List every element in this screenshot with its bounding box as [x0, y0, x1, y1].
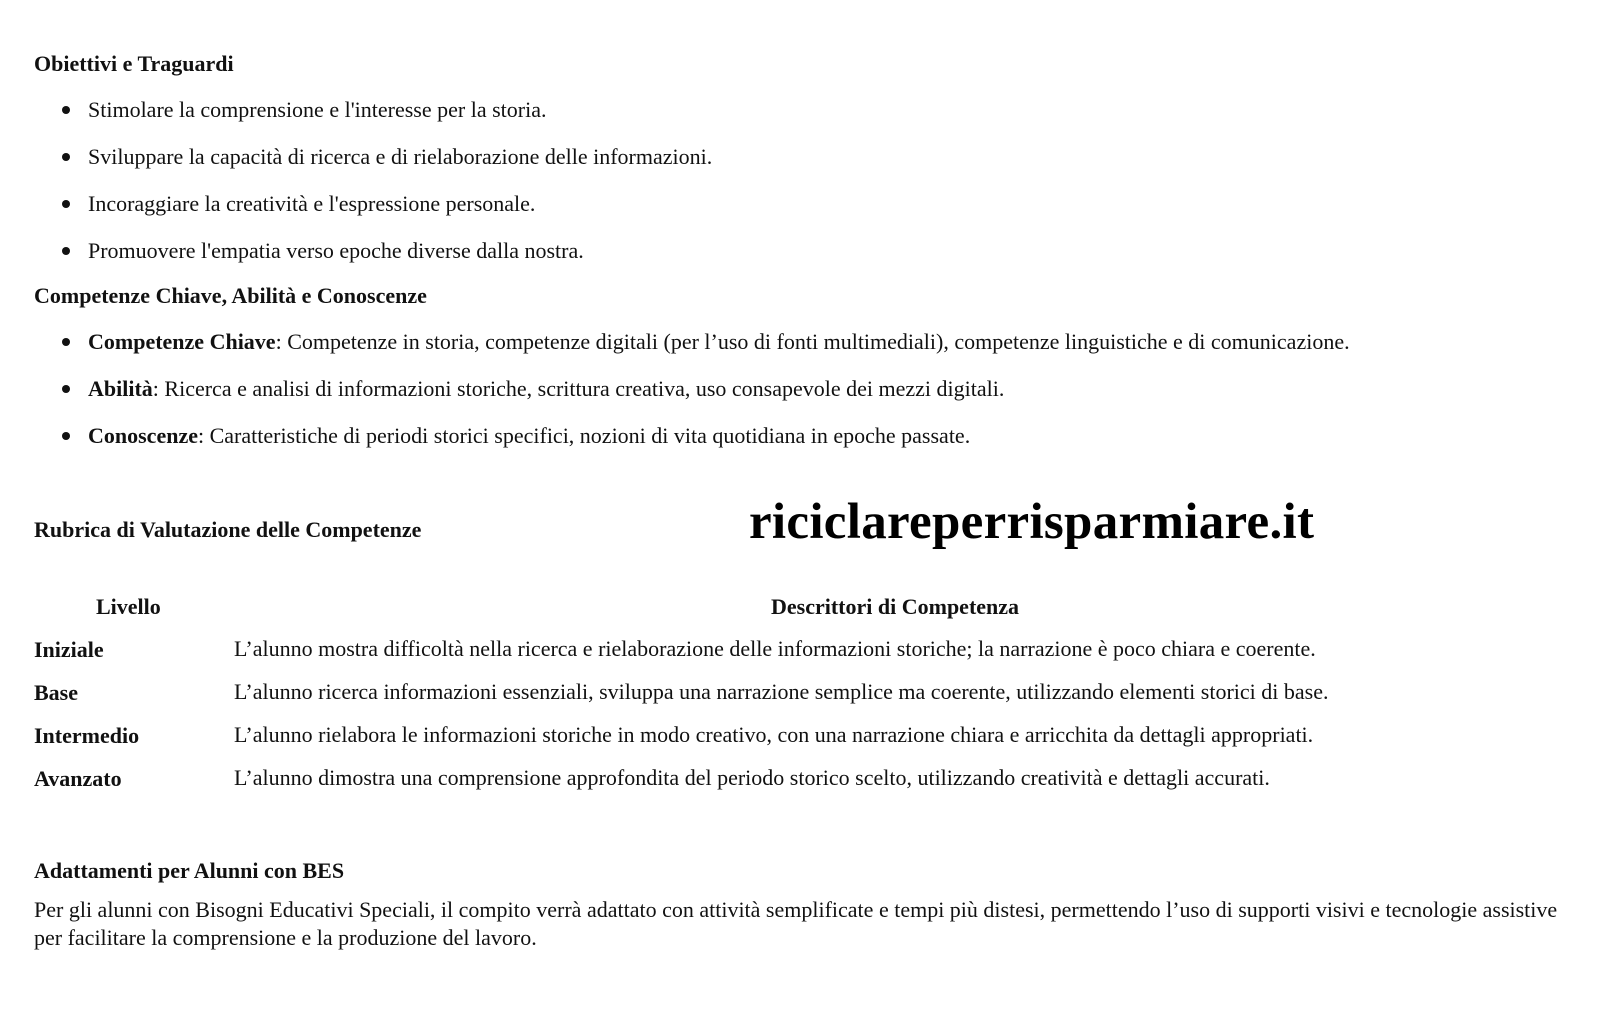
rubric-level: Intermedio: [34, 723, 140, 748]
document-page: Obiettivi e Traguardi Stimolare la comprensione e l'interesse per la storia. Sviluppare la capacità di ricerca e di rielaborazione delle informazioni. Incoraggiare la creatività e l'espressione personale. Promuovere l'empatia verso epoche diverse dalla nostra. Competenze Chiave, Abilità e Conoscenze Competenze Chiave: Competenze in storia, competenze digitali (per l’uso di fonti multimediali), competenze linguistiche e di comunicazione. Abilità: Ricerca e analisi di informazioni storiche, scrittura creativa, uso consapevole dei mezzi digitali. Conoscenze: Caratteristiche di periodi storici specifici, nozioni di vita quotidiana in epoche passate. Rubrica di Valutazione delle Competenze riciclareperrisparmiare.it Livello Descrittori di Competenza Iniziale L’alunno mostra difficoltà nella ricerca e rielaborazione delle informazioni storiche; la narrazione è poco chiara e coerente. Base L’alunno ricerca informazioni essenziali, sviluppa una narrazione semplice ma coerente, utilizzando elementi storici di base. Intermedio L’alunno rielabora le informazioni storiche in modo creativo, con una narrazione chiara e arricchita da dettagli appropriati. Avanzato L’alunno dimostra una comprensione approfondita del periodo storico scelto, utilizzando creatività e dettagli accurati. Adattamenti per Alunni con BES Per gli alunni con Bisogni Educativi Speciali, il compito verrà adattato con attività semplificate e tempi più distesi, permettendo l’uso di supporti visivi e tecnologie assistive per facilitare la comprensione e la produzione del lavoro.: [0, 0, 1600, 1015]
table-header-descriptors: Descrittori di Competenza: [771, 594, 1020, 619]
term-label: Competenze Chiave: [88, 329, 276, 354]
rubric-level: Avanzato: [34, 766, 122, 791]
bullet-dot-icon: [62, 200, 70, 208]
watermark-logo: riciclareperrisparmiare.it: [749, 494, 1315, 550]
term-description: : Competenze in storia, competenze digitali (per l’uso di fonti multimediali), competenze linguistiche e di comunicazione.: [275, 329, 1350, 354]
term-label: Conoscenze: [88, 423, 198, 448]
term-description: : Ricerca e analisi di informazioni storiche, scrittura creativa, uso consapevole dei mezzi digitali.: [152, 376, 1005, 401]
rubric-heading: Rubrica di Valutazione delle Competenze: [34, 517, 422, 542]
rubric-descriptor: L’alunno ricerca informazioni essenziali, sviluppa una narrazione semplice ma coerente, utilizzando elementi storici di base.: [234, 679, 1329, 704]
bullet-dot-icon: [62, 153, 70, 161]
term-description: : Caratteristiche di periodi storici specifici, nozioni di vita quotidiana in epoche passate.: [197, 423, 971, 448]
objectives-heading: Obiettivi e Traguardi: [34, 51, 234, 76]
bullet-dot-icon: [62, 106, 70, 114]
rubric-descriptor: L’alunno mostra difficoltà nella ricerca e rielaborazione delle informazioni storiche; la narrazione è poco chiara e coerente.: [234, 636, 1316, 661]
competences-heading: Competenze Chiave, Abilità e Conoscenze: [34, 283, 427, 308]
bullet-dot-icon: [62, 338, 70, 346]
term-label: Abilità: [88, 376, 153, 401]
rubric-descriptor: L’alunno dimostra una comprensione approfondita del periodo storico scelto, utilizzando creatività e dettagli accurati.: [234, 765, 1270, 790]
bullet-dot-icon: [62, 432, 70, 440]
rubric-level: Iniziale: [34, 637, 104, 662]
bes-paragraph: Per gli alunni con Bisogni Educativi Speciali, il compito verrà adattato con attività semplificate e tempi più distesi, permettendo l’uso di supporti visivi e tecnologie assistive per facilitare la comprensione e la produzione del lavoro.: [34, 897, 1558, 950]
rubric-level: Base: [34, 680, 78, 705]
rubric-descriptor: L’alunno rielabora le informazioni storiche in modo creativo, con una narrazione chiara e arricchita da dettagli appropriati.: [234, 722, 1314, 747]
bullet-dot-icon: [62, 247, 70, 255]
bes-heading: Adattamenti per Alunni con BES: [34, 858, 345, 883]
bullet-dot-icon: [62, 385, 70, 393]
table-header-level: Livello: [96, 594, 161, 619]
